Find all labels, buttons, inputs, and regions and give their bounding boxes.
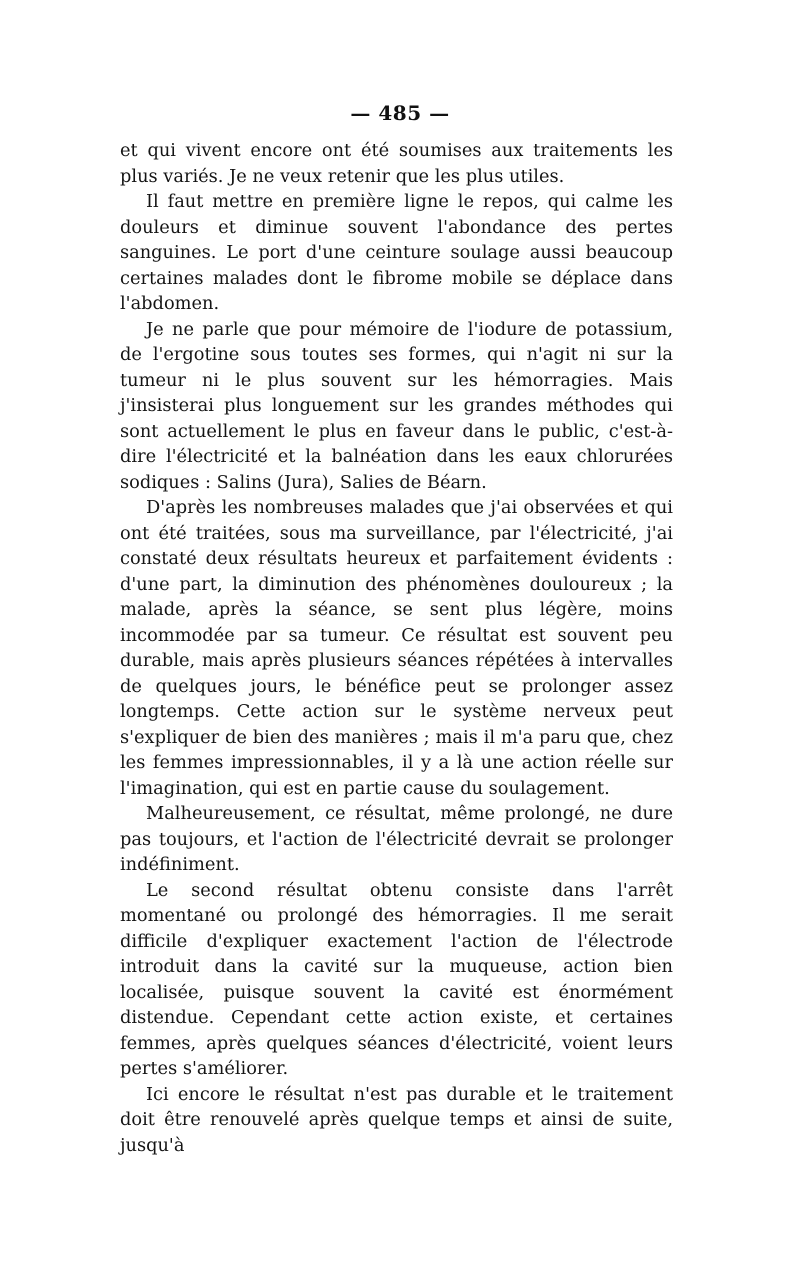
paragraph-continuation: et qui vivent encore ont été soumises aux traitements les plus variés. Je ne veux retenir que les plus utiles.	[120, 140, 673, 187]
paragraph-rest: Il faut mettre en première ligne le repos, qui calme les douleurs et diminue souvent l'abondance des pertes sanguines. Le port d'une ceinture soulage aussi beaucoup certaines malades dont le fibrome mobile se déplace dans l'abdomen.	[120, 191, 673, 314]
paragraph-medications: Je ne parle que pour mémoire de l'iodure de potassium, de l'ergotine sous toutes ses formes, qui n'agit ni sur la tumeur ni le plus souvent sur les hémorragies. Mais j'insisterai plus longuement sur les grandes méthodes qui sont actuellement le plus en faveur dans le public, c'est-à-dire l'électricité et la balnéation dans les eaux chlorurées sodiques : Salins (Jura), Salies de Béarn.	[120, 318, 673, 493]
body-text	[120, 138, 673, 1158]
paragraph-hemorrhages: Le second résultat obtenu consiste dans l'arrêt momentané ou prolongé des hémorragies. Il me serait difficile d'expliquer exactement l'action de l'électrode introduit dans la cavité sur la muqueuse, action bien localisée, puisque souvent la cavité est énormément distendue. Cependant cette action existe, et certaines femmes, après quelques séances d'électricité, voient leurs pertes s'améliorer.	[120, 879, 673, 1079]
paragraph-unfortunately: Malheureusement, ce résultat, même prolongé, ne dure pas toujours, et l'action de l'électricité devrait se prolonger indéfiniment.	[120, 803, 673, 875]
paragraph-electricity-results: D'après les nombreuses malades que j'ai observées et qui ont été traitées, sous ma surveillance, par l'électricité, j'ai constaté deux résultats heureux et parfaitement évidents : d'une part, la diminution des phénomènes douloureux ; la malade, après la séance, se sent plus légère, moins incommodée par sa tumeur. Ce résultat est souvent peu durable, mais après plusieurs séances répétées à intervalles de quelques jours, le bénéfice peut se prolonger assez longtemps. Cette action sur le système nerveux peut s'expliquer de bien des manières ; mais il m'a paru que, chez les femmes impressionnables, il y a là une action réelle sur l'imagination, qui est en partie cause du soulagement.	[120, 497, 673, 799]
paragraph-renewal: Ici encore le résultat n'est pas durable et le traitement doit être renouvelé après quelque temps et ainsi de suite, jusqu'à	[120, 1083, 673, 1156]
page-number: — 485 —	[350, 101, 450, 125]
